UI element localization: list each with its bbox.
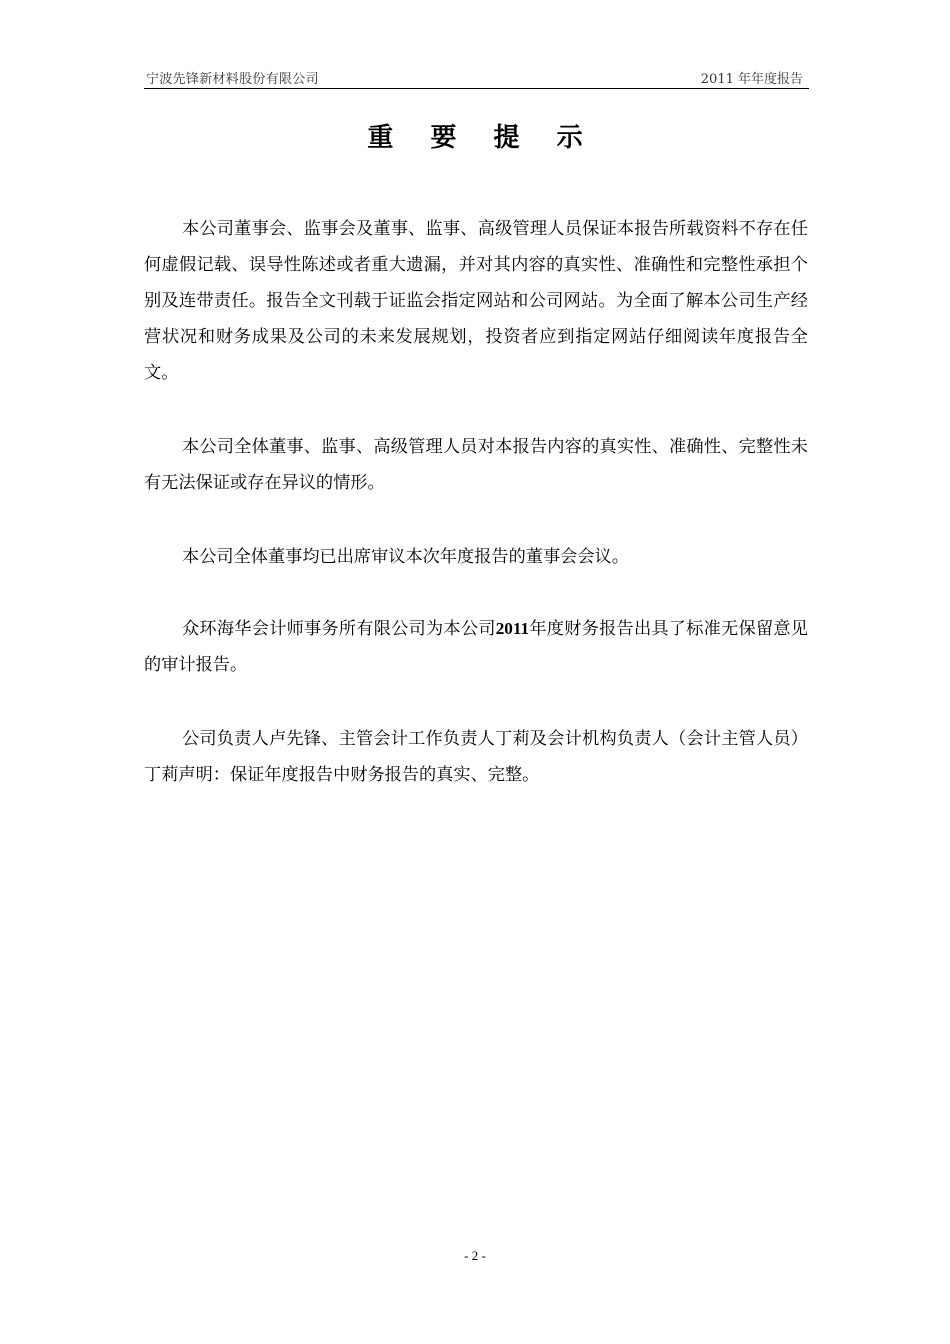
- page-number: - 2 -: [464, 1248, 486, 1263]
- paragraph-executive-declaration: 公司负责人卢先锋、主管会计工作负责人丁莉及会计机构负责人（会计主管人员）丁莉声明：保证年度报告中财务报告的真实、完整。: [144, 729, 808, 786]
- paragraph-responsibility-statement: 本公司董事会、监事会及董事、监事、高级管理人员保证本报告所载资料不存在任何虚假记载、误导性陈述或者重大遗漏，并对其内容的真实性、准确性和完整性承担个别及连带责任。报告全文刊载于证监会指定网站和公司网站。为全面了解本公司生产经营状况和财务成果及公司的未来发展规划，投资者应到指定网站仔细阅读年度报告全文。: [144, 219, 808, 384]
- header-company-name: 宁波先锋新材料股份有限公司: [146, 72, 319, 87]
- paragraph-audit-opinion: [144, 611, 808, 683]
- audit-opinion-year: 2011: [495, 619, 530, 639]
- header-report-title: 2011 年年度报告: [700, 72, 803, 87]
- paragraph-board-attendance: 本公司全体董事均已出席审议本次年度报告的董事会会议。: [182, 547, 629, 568]
- paragraph-no-objection: 本公司全体董事、监事、高级管理人员对本报告内容的真实性、准确性、完整性未有无法保证或存在异议的情形。: [144, 437, 808, 494]
- page-title: 重 要 提 示: [367, 123, 597, 153]
- audit-opinion-text-end: 年度财务报告出具了标准无保留意见的审计报告。: [144, 619, 808, 676]
- audit-opinion-text-start: 众环海华会计师事务所有限公司为本公司: [182, 619, 496, 640]
- page-header: [144, 66, 809, 89]
